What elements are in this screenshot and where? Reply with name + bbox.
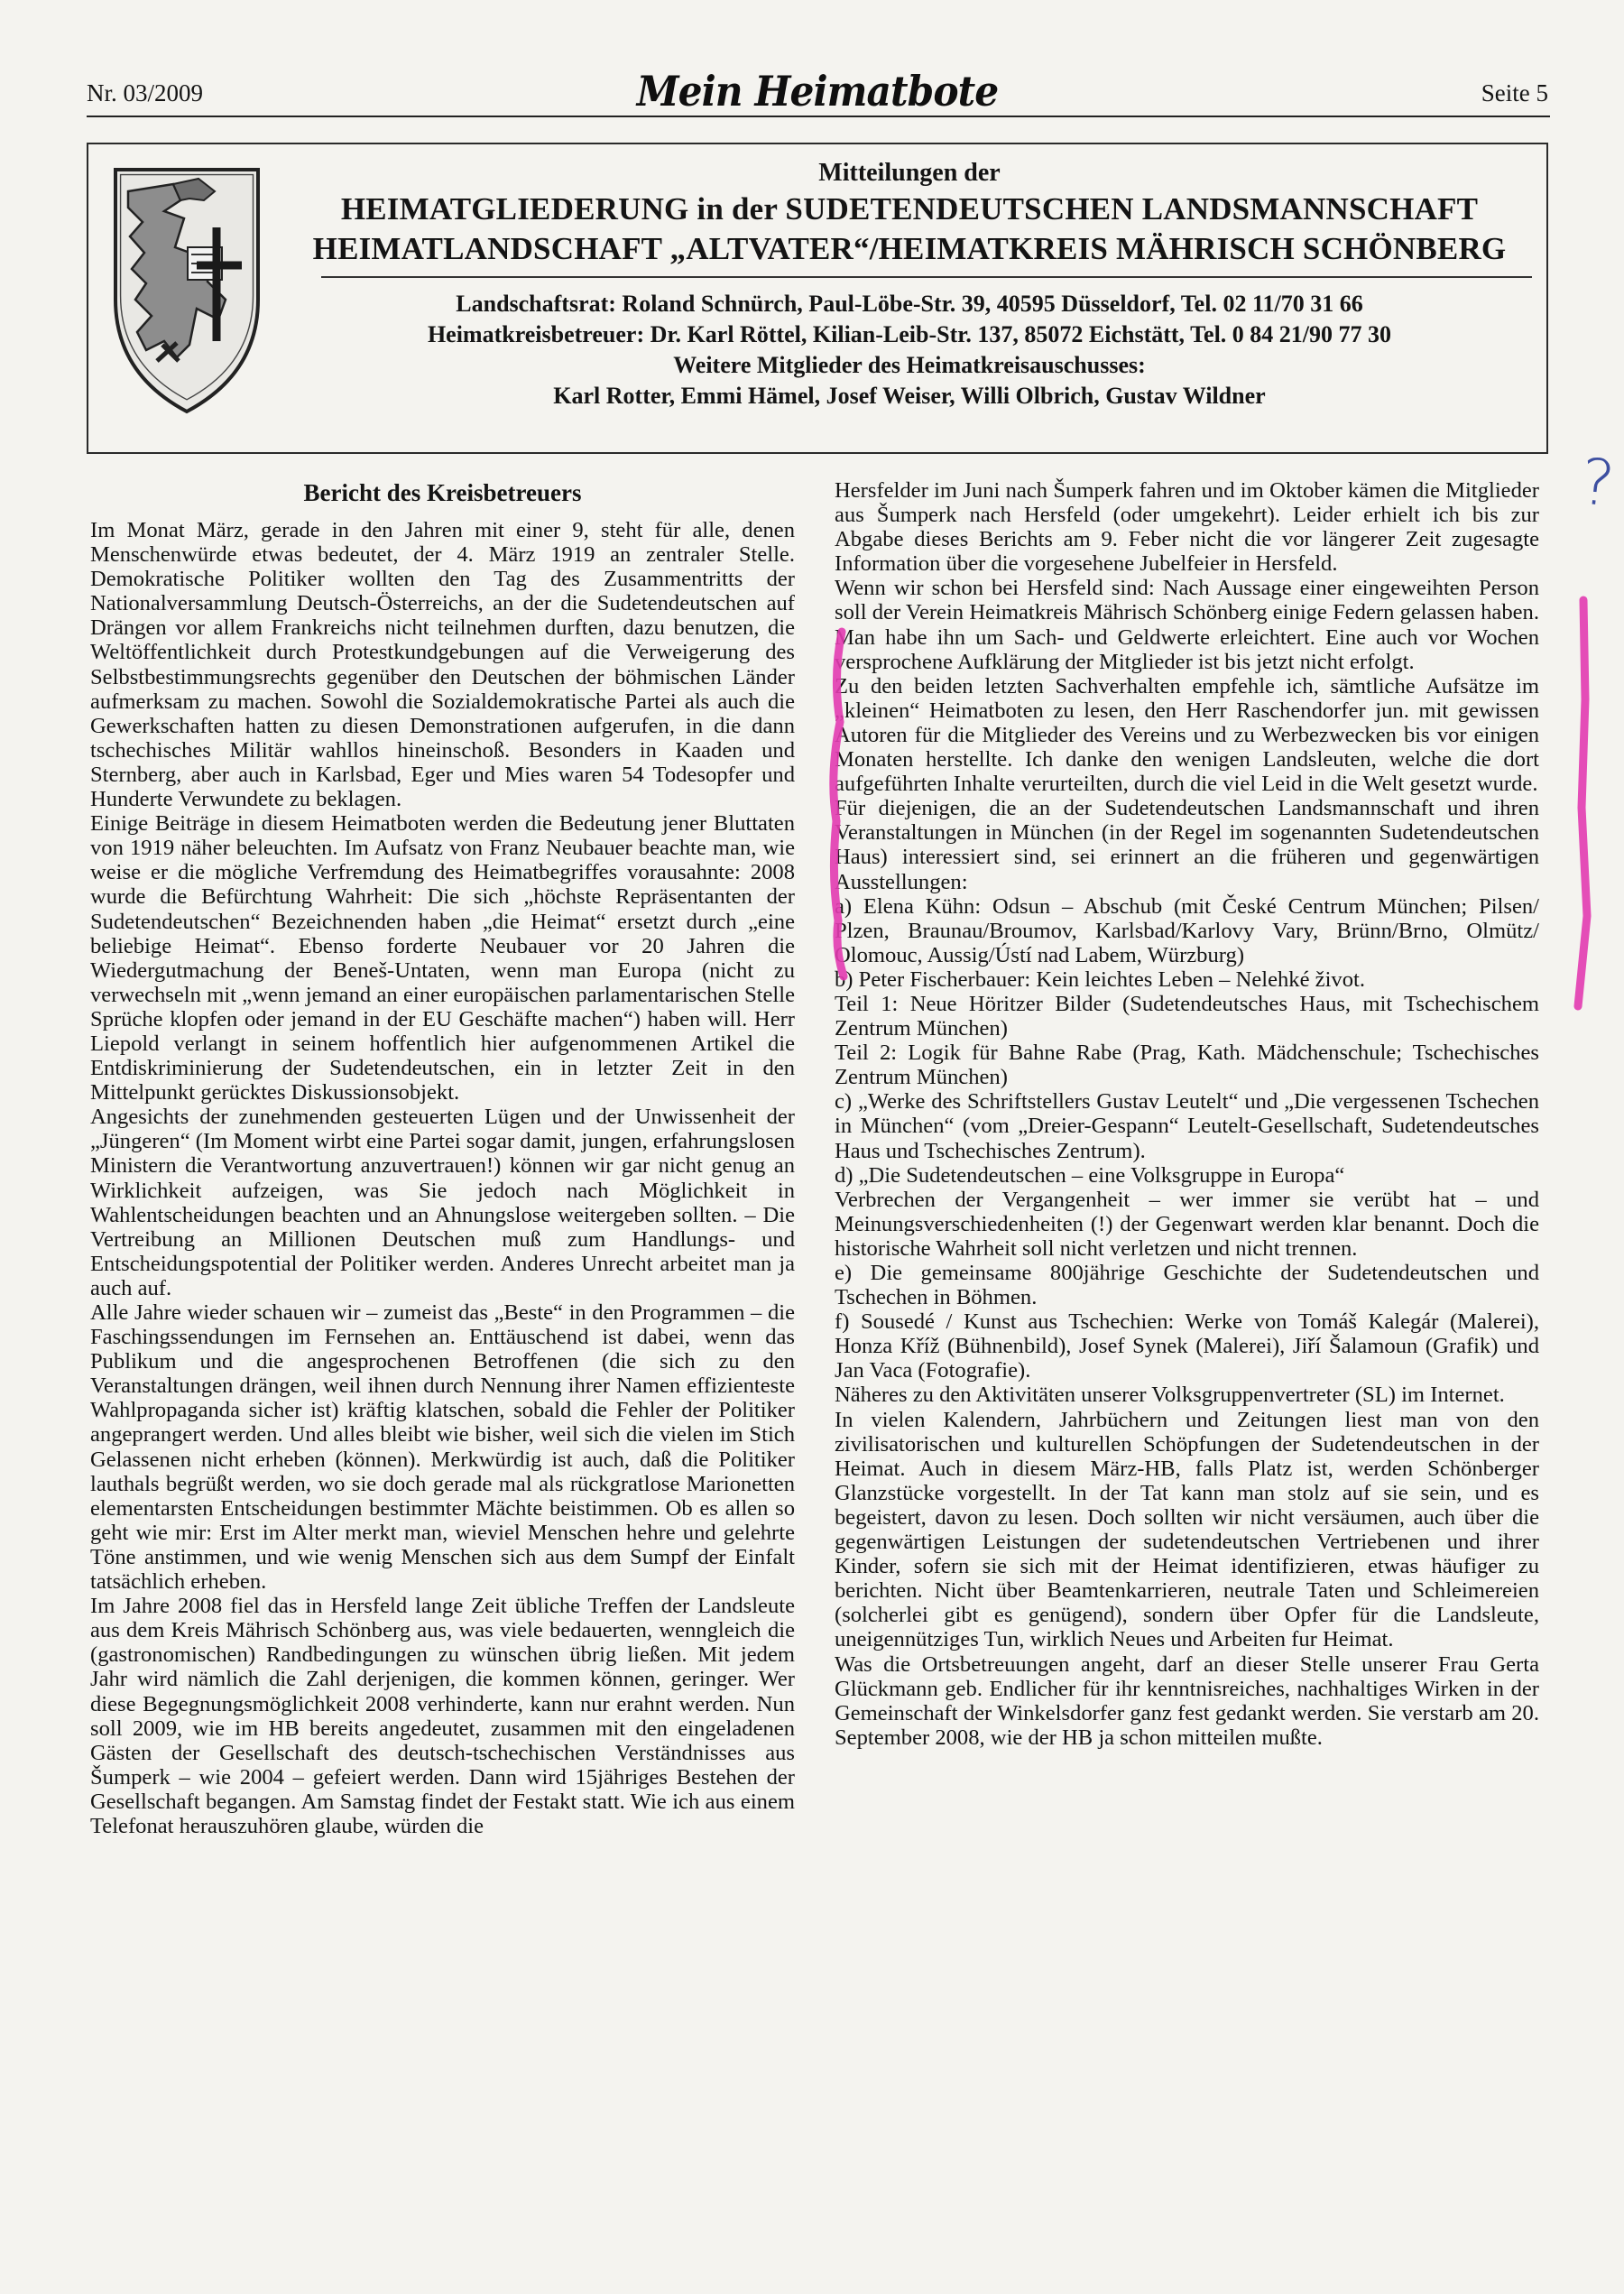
paragraph: In vielen Kalendern, Jahrbüchern und Zeitungen liest man von den zivilisatorischen und kulturellen Schöpfungen der Sudetendeutschen in der Heimat. Auch in diesem März-HB, falls Platz ist, werden Schönberger Glanzstücke vorgestellt. In der Tat kann man stolz auf sie sein, und es begeistert, davon zu lesen. Doch sollten wir nicht versäumen, auch über die gegenwärtigen Leistungen der sudetendeutschen Vertriebenen und ihrer Kinder, sofern sie sich mit der Heimat identifizieren, etwas häufiger zu berichten. Nicht über Beamtenkarrieren, neutrale Taten und Schleimereien (solcherlei gibt es genügend), sondern über Opfer für die Landsleute, uneigennütziges Tun, wirklich Neues und Arbeiten fur Heimat. <box>835 1407 1539 1652</box>
paragraph: Für diejenigen, die an der Sudetendeutschen Landsmannschaft und ihren Veranstaltungen in München (in der Regel im sogenannten Sudetendeutschen Haus) interessiert sind, sei erinnert an die früheren und gegenwärtigen Ausstellungen: <box>835 796 1539 894</box>
members-label: Weitere Mitglieder des Heimatkreisauschusses: <box>673 352 1146 378</box>
paragraph: Angesichts der zunehmenden gesteuerten Lügen und der Unwissenheit der „Jüngeren“ (Im Moment wirbt eine Partei sogar damit, jungen, erfahrungslosen Ministern die Verantwortung anzuvertrauen!) können wir gar nicht genug an Wirklichkeit aufzeigen, was Sie jedoch nach Möglichkeit in Wahlentscheidungen beachten und an Ahnungslose weitergeben sollten. – Die Vertreibung an Millionen Deutschen muß zum Handlungs- und Entscheidungspotential der Politiker werden. Anderes Unrecht arbeitet man ja auch auf. <box>90 1105 795 1300</box>
coat-of-arms-icon <box>110 164 263 417</box>
paragraph: Teil 1: Neue Höritzer Bilder (Sudetendeutsches Haus, mit Tschechischem Zentrum München) <box>835 991 1539 1041</box>
paragraph: d) „Die Sudetendeutschen – eine Volksgruppe in Europa“ <box>835 1162 1345 1188</box>
paragraph: Verbrechen der Vergangenheit – wer immer sie verübt hat – und Meinungsverschiedenheiten (!) der Gegenwart werden klar benannt. Doch die historische Wahrheit soll nicht verletzen und nicht trennen. <box>835 1187 1539 1261</box>
contact-heimatkreisbetreuer: Heimatkreisbetreuer: Dr. Karl Röttel, Kilian-Leib-Str. 137, 85072 Eichstätt, Tel. 0 84 21/90 77 30 <box>427 321 1392 347</box>
paragraph: c) „Werke des Schriftstellers Gustav Leutelt“ und „Die vergessenen Tschechen in München“ (vom „Dreier-Gespann“ Leutelt-Gesellschaft, Sudetendeutsches Haus und Tschechisches Zentrum). <box>835 1089 1539 1163</box>
header-line-2: HEIMATLANDSCHAFT „ALTVATER“/HEIMATKREIS MÄHRISCH SCHÖNBERG <box>312 231 1507 266</box>
paragraph: Im Jahre 2008 fiel das in Hersfeld lange Zeit übliche Treffen der Landsleute aus dem Kreis Mährisch Schönberg aus, was viele bedauerten, wenngleich die (gastronomischen) Randbedingungen zu wünschen übrig ließen. Mit jedem Jahr wird nämlich die Zahl derjenigen, die kommen können, geringer. Wer diese Begegnungsmöglichkeit 2008 verhinderte, kann nur erahnt werden. Nun soll 2009, wie im HB bereits angedeutet, zusammen mit den eingeladenen Gästen der Gesellschaft des deutsch-tschechischen Verständnisses aus Šumperk – wie 2004 – gefeiert werden. Dann wird 15jähriges Bestehen der Gesellschaft begangen. Am Samstag findet der Festakt statt. Wie ich aus einem Telefonat herauszuhören glaube, würden die <box>90 1594 795 1838</box>
page-number: Seite 5 <box>1481 79 1548 106</box>
running-head <box>87 67 1548 117</box>
paragraph: e) Die gemeinsame 800jährige Geschichte der Sudetendeutschen und Tschechen in Böhmen. <box>835 1261 1539 1310</box>
members-list: Karl Rotter, Emmi Hämel, Josef Weiser, Willi Olbrich, Gustav Wildner <box>553 383 1266 409</box>
margin-question-mark: ? <box>1576 444 1619 522</box>
head-rule <box>87 116 1550 117</box>
right-column <box>835 478 1539 1750</box>
paragraph: Zu den beiden letzten Sachverhalten empfehle ich, sämtliche Aufsätze im „kleinen“ Heimatboten zu lesen, den Herr Raschendorfer jun. mit gewissen Autoren für die Mitglieder des Vereins und zu Werbezwecken bis vor einigen Monaten herstellte. Ich danke den wenigen Landsleuten, welche die dort aufgeführten Inhalte verurteilten, durch die viel Leid in die Welt gesetzt wurde. <box>835 673 1539 797</box>
header-inner-rule <box>321 276 1532 278</box>
paragraph: Hersfelder im Juni nach Šumperk fahren und im Oktober kämen die Mitglieder aus Šumperk nach Hersfeld (oder umgekehrt). Leider erhielt ich bis zur Abgabe dieses Berichts am 9. Feber nicht die vor längerer Zeit zugesagte Information über die vorgesehene Jubelfeier in Hersfeld. <box>835 478 1539 577</box>
header-text <box>287 157 1532 412</box>
paragraph: Teil 2: Logik für Bahne Rabe (Prag, Kath. Mädchenschule; Tschechisches Zentrum München) <box>835 1041 1539 1090</box>
header-line-1: HEIMATGLIEDERUNG in der SUDETENDEUTSCHEN LANDSMANNSCHAFT <box>340 191 1479 227</box>
paragraph: a) Elena Kühn: Odsun – Abschub (mit České Centrum München; Pilsen/ Plzen, Braunau/Broumov, Karlsbad/Karlovy Vary, Brünn/Brno, Olmütz/ Olomouc, Aussig/Ústí nad Labem, Würzburg) <box>835 893 1539 967</box>
paragraph: Näheres zu den Aktivitäten unserer Volksgruppenvertreter (SL) im Internet. <box>835 1383 1505 1408</box>
paragraph: f) Sousedé / Kunst aus Tschechien: Werke von Tomáš Kalegár (Malerei), Honza Kříž (Bühnenbild), Josef Synek (Malerei), Jiří Šalamoun (Grafik) und Jan Vaca (Fotografie). <box>835 1309 1539 1383</box>
paragraph: Im Monat März, gerade in den Jahren mit einer 9, steht für alle, denen Menschenwürde etwas bedeutet, der 4. März 1919 an zentraler Stelle. Demokratische Politiker wollten den Tag des Zusammentritts der Nationalversammlung Deutsch-Österreichs, an der die Sudetendeutschen auf Drängen vor allem Frankreichs nicht teilnehmen durften, dazu benutzen, die Weltöffentlichkeit durch Protestkundgebungen auf die Verweigerung des Selbstbestimmungsrechts gegenüber den Deutschen der böhmischen Länder aufmerksam zu machen. Sowohl die Sozialdemokratische Partei als auch die Gewerkschaften hatten zu diesen Demonstrationen aufgerufen, in die dann tschechisches Militär wahllos hineinschoß. Besonders in Kaaden und Sternberg, aber auch in Karlsbad, Eger und Mies waren 54 Todesopfer und Hunderte Verwundete zu beklagen. <box>90 518 795 812</box>
paragraph: Alle Jahre wieder schauen wir – zumeist das „Beste“ in den Programmen – die Faschingssendungen im Fernsehen an. Enttäuschend ist dabei, wenn das Publikum und die angesprochenen Betroffenen (die sich zu den Veranstaltungen drängen, weil ihnen durch Nennung ihrer Namen effizienteste Wahlpropaganda sicher ist) kräftig klatschen, sobald die Fehler der Politiker angeprangert werden. Und alles bleibt wie bisher, weil sich die vielen im Stich Gelassenen nicht erheben (können). Merkwürdig ist auch, daß die Politiker lauthals begrüßt werden, wo sie doch gerade mal als rückgratlose Marionetten elementarsten Entscheidungen bestimmter Mächte beistimmen. Ob es allen so geht wie mir: Erst im Alter merkt man, wieviel Menschen hehre und gelehrte Töne anstimmen, und wie wenig Menschen sich aus dem Sumpf der Einfalt tatsächlich erheben. <box>90 1300 795 1595</box>
contact-landschaftsrat: Landschaftsrat: Roland Schnürch, Paul-Löbe-Str. 39, 40595 Düsseldorf, Tel. 02 11/70 31 66 <box>456 291 1363 317</box>
article-title: Bericht des Kreisbetreuers <box>303 479 582 506</box>
paragraph: Was die Ortsbetreuungen angeht, darf an dieser Stelle unserer Frau Gerta Glückmann geb. Endlicher für ihr kenntnisreiches, nachhaltiges Wirken in der Gemeinschaft der Winkelsdorfer ganz fest gedankt werden. Sie verstarb am 20. September 2008, wie der HB ja schon mitteilen mußte. <box>835 1651 1539 1750</box>
paragraph: Einige Beiträge in diesem Heimatboten werden die Bedeutung jener Bluttaten von 1919 näher beleuchten. Im Aufsatz von Franz Neubauer beachte man, wie weise er die mögliche Verfremdung des Heimatbegriffes vorausahnte: 2008 wurde die Befürchtung Wahrheit: Die sich „höchste Repräsentanten der Sudetendeutschen“ Bezeichnenden haben „die Heimat“ ersetzt durch „eine beliebige Heimat“. Ebenso forderte Neubauer vor 20 Jahren die Wiedergutmachung der Beneš-Untaten, wenn man Europa (nicht zu verwechseln mit „wenn jemand an einer europäischen parlamentarischen Stelle Sprüche klopfen oder jemand in der EU Geschäfte machen“) haben will. Herr Liepold verlangt in seinem hoffentlich hier aufgenommenen Artikel die Entdiskriminierung der Sudetendeutschen, ein in letzter Zeit in den Mittelpunkt gerücktes Diskussionsobjekt. <box>90 811 795 1105</box>
right-highlight-line <box>1565 591 1601 1015</box>
header-intro: Mitteilungen der <box>818 159 1001 187</box>
paragraph: b) Peter Fischerbauer: Kein leichtes Leben – Nelehké život. <box>835 967 1365 992</box>
issue-number: Nr. 03/2009 <box>87 79 204 106</box>
masthead-title: Mein Heimatbote <box>636 67 999 116</box>
left-highlight-bracket <box>817 623 853 984</box>
paragraph: Wenn wir schon bei Hersfeld sind: Nach Aussage einer eingeweihten Person soll der Verein Heimatkreis Mährisch Schönberg einige Federn gelassen haben. Man habe ihn um Sach- und Geldwerte erleichtert. Eine auch vor Wochen versprochene Aufklärung der Mitglieder ist bis jetzt nicht erfolgt. <box>835 576 1539 674</box>
left-column <box>90 478 795 1838</box>
header-box <box>87 143 1548 454</box>
